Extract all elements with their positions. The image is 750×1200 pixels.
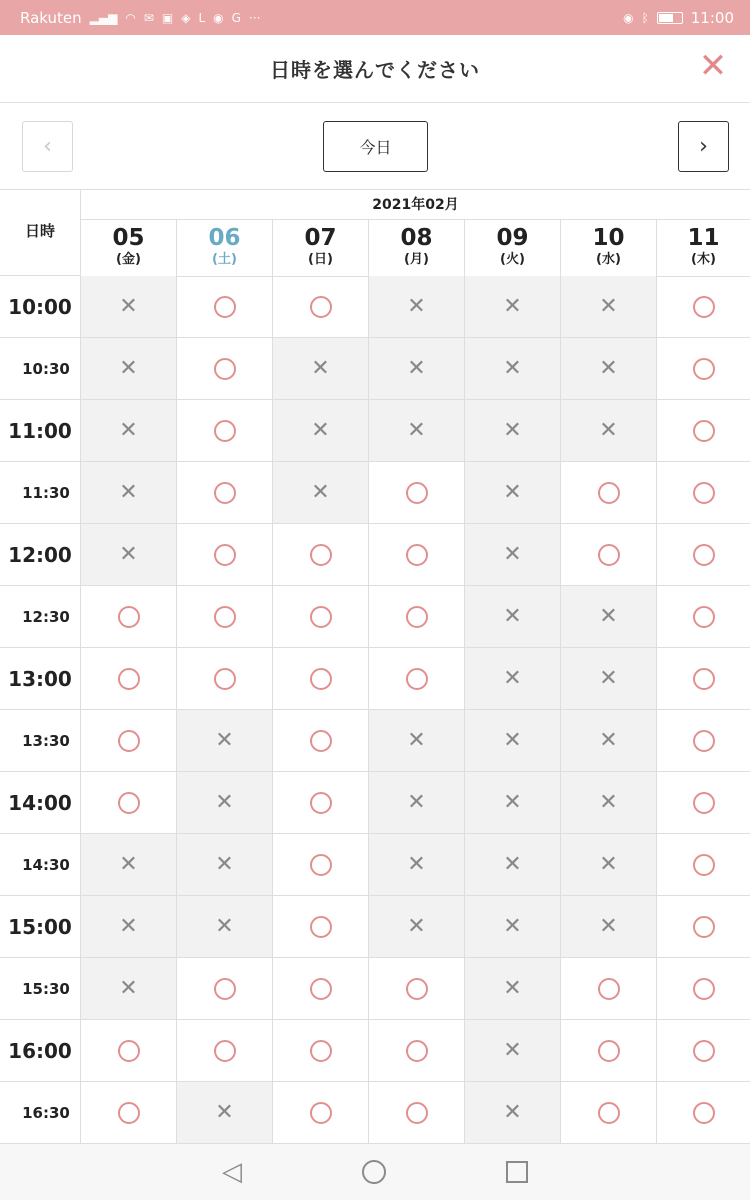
circle-icon bbox=[214, 544, 236, 566]
circle-icon bbox=[310, 730, 332, 752]
unavailable-slot bbox=[465, 524, 561, 585]
circle-icon bbox=[693, 668, 715, 690]
unavailable-slot bbox=[81, 276, 177, 337]
circle-icon bbox=[310, 854, 332, 876]
circle-icon bbox=[693, 1102, 715, 1124]
schedule-grid bbox=[0, 189, 750, 1145]
time-label: 16:00 bbox=[0, 1020, 81, 1081]
time-label: 13:00 bbox=[0, 648, 81, 709]
circle-icon bbox=[693, 730, 715, 752]
day-weekday: (月) bbox=[404, 252, 429, 267]
unavailable-slot bbox=[81, 462, 177, 523]
circle-icon bbox=[214, 296, 236, 318]
unavailable-slot bbox=[561, 586, 657, 647]
notification-icon: ▣ bbox=[161, 10, 174, 25]
cross-icon: ✕ bbox=[599, 789, 618, 815]
day-header bbox=[657, 220, 750, 276]
time-slot-row bbox=[0, 586, 750, 648]
cross-icon: ✕ bbox=[599, 355, 618, 381]
available-slot[interactable] bbox=[561, 1020, 657, 1081]
unavailable-slot bbox=[465, 1082, 561, 1143]
cross-icon: ✕ bbox=[599, 603, 618, 629]
chrome-icon: ◉ bbox=[213, 10, 224, 25]
unavailable-slot bbox=[465, 958, 561, 1019]
cross-icon: ✕ bbox=[311, 417, 330, 443]
unavailable-slot bbox=[465, 896, 561, 957]
day-weekday: (火) bbox=[500, 252, 525, 267]
available-slot[interactable] bbox=[273, 958, 369, 1019]
unavailable-slot bbox=[81, 896, 177, 957]
status-bar bbox=[0, 0, 750, 35]
available-slot[interactable] bbox=[273, 276, 369, 337]
available-slot[interactable] bbox=[177, 400, 273, 461]
cross-icon: ✕ bbox=[503, 417, 522, 443]
cross-icon: ✕ bbox=[599, 727, 618, 753]
circle-icon bbox=[693, 792, 715, 814]
time-slot-row bbox=[0, 958, 750, 1020]
available-slot[interactable] bbox=[81, 1020, 177, 1081]
unavailable-slot bbox=[465, 834, 561, 895]
next-week-button[interactable] bbox=[678, 121, 729, 172]
available-slot[interactable] bbox=[369, 586, 465, 647]
available-slot[interactable] bbox=[657, 400, 750, 461]
available-slot[interactable] bbox=[561, 462, 657, 523]
day-number: 05 bbox=[112, 225, 145, 251]
circle-icon bbox=[693, 544, 715, 566]
day-weekday: (金) bbox=[116, 252, 141, 267]
unavailable-slot bbox=[177, 896, 273, 957]
cross-icon: ✕ bbox=[599, 417, 618, 443]
page-title: 日時を選んでください bbox=[270, 58, 480, 82]
cross-icon: ✕ bbox=[407, 355, 426, 381]
cross-icon: ✕ bbox=[407, 851, 426, 877]
circle-icon bbox=[693, 854, 715, 876]
shield-icon: ◈ bbox=[181, 10, 191, 25]
available-slot[interactable] bbox=[177, 586, 273, 647]
back-icon[interactable]: ◁ bbox=[222, 1157, 242, 1187]
unavailable-slot bbox=[465, 648, 561, 709]
circle-icon bbox=[693, 482, 715, 504]
circle-icon bbox=[406, 668, 428, 690]
unavailable-slot bbox=[177, 772, 273, 833]
time-label: 12:00 bbox=[0, 524, 81, 585]
available-slot[interactable] bbox=[177, 648, 273, 709]
circle-icon bbox=[693, 606, 715, 628]
circle-icon bbox=[598, 1102, 620, 1124]
circle-icon bbox=[118, 1102, 140, 1124]
unavailable-slot bbox=[561, 896, 657, 957]
circle-icon bbox=[310, 544, 332, 566]
time-label: 14:30 bbox=[0, 834, 81, 895]
available-slot[interactable] bbox=[177, 958, 273, 1019]
unavailable-slot bbox=[465, 462, 561, 523]
unavailable-slot bbox=[465, 338, 561, 399]
cross-icon: ✕ bbox=[503, 355, 522, 381]
circle-icon bbox=[406, 606, 428, 628]
time-slot-row bbox=[0, 1082, 750, 1144]
cross-icon: ✕ bbox=[599, 913, 618, 939]
time-label: 12:30 bbox=[0, 586, 81, 647]
time-slot-row bbox=[0, 772, 750, 834]
more-icon: ··· bbox=[248, 10, 261, 25]
circle-icon bbox=[118, 668, 140, 690]
mail-icon: ✉ bbox=[143, 10, 154, 25]
time-label: 10:00 bbox=[0, 276, 81, 337]
day-number: 07 bbox=[304, 225, 337, 251]
available-slot[interactable] bbox=[81, 710, 177, 771]
available-slot[interactable] bbox=[369, 462, 465, 523]
cross-icon: ✕ bbox=[503, 479, 522, 505]
time-slot-row bbox=[0, 648, 750, 710]
chevron-left-icon: ‹ bbox=[43, 134, 52, 159]
circle-icon bbox=[214, 668, 236, 690]
unavailable-slot bbox=[369, 276, 465, 337]
day-header bbox=[561, 220, 657, 276]
day-weekday: (日) bbox=[308, 252, 333, 267]
available-slot[interactable] bbox=[81, 586, 177, 647]
week-navigation bbox=[0, 103, 750, 189]
available-slot[interactable] bbox=[177, 1020, 273, 1081]
time-slot-rows bbox=[0, 276, 750, 1144]
time-label: 10:30 bbox=[0, 338, 81, 399]
available-slot[interactable] bbox=[177, 338, 273, 399]
circle-icon bbox=[214, 978, 236, 1000]
cross-icon: ✕ bbox=[407, 727, 426, 753]
cross-icon: ✕ bbox=[119, 913, 138, 939]
circle-icon bbox=[310, 792, 332, 814]
available-slot[interactable] bbox=[657, 648, 750, 709]
unavailable-slot bbox=[273, 462, 369, 523]
unavailable-slot bbox=[465, 710, 561, 771]
available-slot[interactable] bbox=[657, 834, 750, 895]
unavailable-slot bbox=[369, 338, 465, 399]
available-slot[interactable] bbox=[273, 834, 369, 895]
circle-icon bbox=[598, 978, 620, 1000]
available-slot[interactable] bbox=[273, 648, 369, 709]
time-slot-row bbox=[0, 524, 750, 586]
circle-icon bbox=[693, 420, 715, 442]
time-label: 16:30 bbox=[0, 1082, 81, 1143]
available-slot[interactable] bbox=[657, 462, 750, 523]
available-slot[interactable] bbox=[273, 586, 369, 647]
time-label: 14:00 bbox=[0, 772, 81, 833]
today-button[interactable] bbox=[323, 121, 428, 172]
unavailable-slot bbox=[465, 400, 561, 461]
cross-icon: ✕ bbox=[407, 417, 426, 443]
unavailable-slot bbox=[561, 276, 657, 337]
available-slot[interactable] bbox=[657, 958, 750, 1019]
available-slot[interactable] bbox=[177, 462, 273, 523]
available-slot[interactable] bbox=[657, 276, 750, 337]
available-slot[interactable] bbox=[369, 648, 465, 709]
prev-week-button[interactable] bbox=[22, 121, 73, 172]
time-slot-row bbox=[0, 338, 750, 400]
circle-icon bbox=[693, 1040, 715, 1062]
cross-icon: ✕ bbox=[215, 1099, 234, 1125]
time-label: 13:30 bbox=[0, 710, 81, 771]
cross-icon: ✕ bbox=[503, 665, 522, 691]
system-nav-bar bbox=[0, 1144, 750, 1200]
circle-icon bbox=[598, 544, 620, 566]
circle-icon bbox=[214, 420, 236, 442]
available-slot[interactable] bbox=[81, 772, 177, 833]
available-slot[interactable] bbox=[273, 1020, 369, 1081]
modal-header bbox=[0, 35, 750, 103]
unavailable-slot bbox=[561, 772, 657, 833]
cross-icon: ✕ bbox=[599, 293, 618, 319]
cross-icon: ✕ bbox=[215, 727, 234, 753]
unavailable-slot bbox=[369, 710, 465, 771]
available-slot[interactable] bbox=[273, 1082, 369, 1143]
unavailable-slot bbox=[561, 648, 657, 709]
cross-icon: ✕ bbox=[503, 541, 522, 567]
time-label: 15:30 bbox=[0, 958, 81, 1019]
circle-icon bbox=[406, 978, 428, 1000]
time-slot-row bbox=[0, 276, 750, 338]
today-button-label: 今日 bbox=[359, 138, 392, 157]
carrier-label: Rakuten bbox=[20, 8, 82, 27]
unavailable-slot bbox=[561, 710, 657, 771]
unavailable-slot bbox=[81, 524, 177, 585]
unavailable-slot bbox=[369, 896, 465, 957]
circle-icon bbox=[406, 482, 428, 504]
eye-icon: ◉ bbox=[623, 10, 634, 25]
cross-icon: ✕ bbox=[311, 355, 330, 381]
available-slot[interactable] bbox=[81, 1082, 177, 1143]
g-icon: G bbox=[231, 10, 241, 25]
available-slot[interactable] bbox=[369, 1020, 465, 1081]
circle-icon bbox=[118, 606, 140, 628]
time-label: 11:30 bbox=[0, 462, 81, 523]
available-slot[interactable] bbox=[177, 524, 273, 585]
circle-icon bbox=[118, 1040, 140, 1062]
cross-icon: ✕ bbox=[119, 479, 138, 505]
circle-icon bbox=[214, 606, 236, 628]
day-header bbox=[273, 220, 369, 276]
recents-icon[interactable] bbox=[506, 1161, 528, 1183]
month-label: 2021年02月 bbox=[81, 190, 750, 220]
circle-icon bbox=[310, 916, 332, 938]
available-slot[interactable] bbox=[657, 1020, 750, 1081]
unavailable-slot bbox=[81, 400, 177, 461]
unavailable-slot bbox=[273, 400, 369, 461]
available-slot[interactable] bbox=[561, 958, 657, 1019]
cross-icon: ✕ bbox=[119, 541, 138, 567]
unavailable-slot bbox=[177, 1082, 273, 1143]
circle-icon bbox=[406, 1040, 428, 1062]
cross-icon: ✕ bbox=[215, 913, 234, 939]
available-slot[interactable] bbox=[273, 896, 369, 957]
unavailable-slot bbox=[177, 710, 273, 771]
cross-icon: ✕ bbox=[119, 355, 138, 381]
day-header bbox=[465, 220, 561, 276]
line-icon: L bbox=[198, 10, 206, 25]
circle-icon bbox=[310, 1040, 332, 1062]
unavailable-slot bbox=[561, 834, 657, 895]
battery-icon bbox=[657, 12, 683, 24]
clock: 11:00 bbox=[690, 8, 734, 27]
circle-icon bbox=[214, 482, 236, 504]
circle-icon bbox=[310, 1102, 332, 1124]
cross-icon: ✕ bbox=[503, 727, 522, 753]
cross-icon: ✕ bbox=[599, 665, 618, 691]
cross-icon: ✕ bbox=[215, 789, 234, 815]
circle-icon bbox=[693, 296, 715, 318]
cross-icon: ✕ bbox=[407, 293, 426, 319]
available-slot[interactable] bbox=[369, 524, 465, 585]
cross-icon: ✕ bbox=[599, 851, 618, 877]
circle-icon bbox=[598, 482, 620, 504]
cross-icon: ✕ bbox=[503, 603, 522, 629]
unavailable-slot bbox=[465, 1020, 561, 1081]
cross-icon: ✕ bbox=[503, 851, 522, 877]
circle-icon bbox=[693, 978, 715, 1000]
close-icon[interactable]: ✕ bbox=[698, 46, 728, 86]
cross-icon: ✕ bbox=[311, 479, 330, 505]
available-slot[interactable] bbox=[657, 1082, 750, 1143]
available-slot[interactable] bbox=[81, 648, 177, 709]
available-slot[interactable] bbox=[177, 276, 273, 337]
available-slot[interactable] bbox=[273, 524, 369, 585]
time-label: 15:00 bbox=[0, 896, 81, 957]
bluetooth-icon: ᛒ bbox=[641, 10, 649, 25]
unavailable-slot bbox=[273, 338, 369, 399]
day-header bbox=[369, 220, 465, 276]
circle-icon bbox=[693, 916, 715, 938]
day-number: 06 bbox=[208, 225, 241, 251]
unavailable-slot bbox=[369, 834, 465, 895]
cross-icon: ✕ bbox=[119, 975, 138, 1001]
cross-icon: ✕ bbox=[503, 789, 522, 815]
day-header-row bbox=[81, 220, 750, 277]
unavailable-slot bbox=[561, 338, 657, 399]
available-slot[interactable] bbox=[561, 524, 657, 585]
status-bar-left bbox=[20, 9, 260, 27]
day-number: 11 bbox=[687, 225, 720, 251]
cross-icon: ✕ bbox=[503, 293, 522, 319]
available-slot[interactable] bbox=[369, 958, 465, 1019]
circle-icon bbox=[693, 358, 715, 380]
circle-icon bbox=[214, 1040, 236, 1062]
day-weekday: (水) bbox=[596, 252, 621, 267]
unavailable-slot bbox=[465, 772, 561, 833]
available-slot[interactable] bbox=[657, 586, 750, 647]
unavailable-slot bbox=[465, 276, 561, 337]
circle-icon bbox=[310, 668, 332, 690]
cross-icon: ✕ bbox=[503, 1037, 522, 1063]
cross-icon: ✕ bbox=[407, 789, 426, 815]
available-slot[interactable] bbox=[369, 1082, 465, 1143]
cross-icon: ✕ bbox=[119, 293, 138, 319]
day-header bbox=[81, 220, 177, 276]
available-slot[interactable] bbox=[657, 338, 750, 399]
day-number: 10 bbox=[592, 225, 625, 251]
time-label: 11:00 bbox=[0, 400, 81, 461]
cross-icon: ✕ bbox=[119, 851, 138, 877]
cross-icon: ✕ bbox=[215, 851, 234, 877]
circle-icon bbox=[310, 606, 332, 628]
unavailable-slot bbox=[465, 586, 561, 647]
circle-icon bbox=[310, 296, 332, 318]
time-slot-row bbox=[0, 400, 750, 462]
unavailable-slot bbox=[81, 338, 177, 399]
day-weekday: (土) bbox=[212, 252, 237, 267]
wifi-icon: ◠ bbox=[125, 10, 136, 25]
home-icon[interactable] bbox=[362, 1160, 386, 1184]
unavailable-slot bbox=[81, 834, 177, 895]
unavailable-slot bbox=[81, 958, 177, 1019]
cross-icon: ✕ bbox=[407, 913, 426, 939]
unavailable-slot bbox=[369, 400, 465, 461]
unavailable-slot bbox=[177, 834, 273, 895]
available-slot[interactable] bbox=[657, 710, 750, 771]
circle-icon bbox=[406, 1102, 428, 1124]
available-slot[interactable] bbox=[657, 524, 750, 585]
signal-icon: ▂▄▆ bbox=[89, 10, 118, 25]
cross-icon: ✕ bbox=[503, 913, 522, 939]
available-slot[interactable] bbox=[657, 896, 750, 957]
available-slot[interactable] bbox=[657, 772, 750, 833]
time-slot-row bbox=[0, 1020, 750, 1082]
chevron-right-icon: › bbox=[699, 134, 708, 159]
available-slot[interactable] bbox=[273, 710, 369, 771]
status-bar-right bbox=[623, 9, 734, 27]
day-weekday: (木) bbox=[691, 252, 716, 267]
cross-icon: ✕ bbox=[503, 1099, 522, 1125]
circle-icon bbox=[214, 358, 236, 380]
circle-icon bbox=[598, 1040, 620, 1062]
cross-icon: ✕ bbox=[503, 975, 522, 1001]
unavailable-slot bbox=[561, 400, 657, 461]
time-slot-row bbox=[0, 710, 750, 772]
cross-icon: ✕ bbox=[119, 417, 138, 443]
time-slot-row bbox=[0, 462, 750, 524]
circle-icon bbox=[406, 544, 428, 566]
day-number: 08 bbox=[400, 225, 433, 251]
circle-icon bbox=[118, 792, 140, 814]
day-number: 09 bbox=[496, 225, 529, 251]
unavailable-slot bbox=[369, 772, 465, 833]
time-slot-row bbox=[0, 834, 750, 896]
circle-icon bbox=[310, 978, 332, 1000]
time-slot-row bbox=[0, 896, 750, 958]
day-header bbox=[177, 220, 273, 276]
available-slot[interactable] bbox=[561, 1082, 657, 1143]
available-slot[interactable] bbox=[273, 772, 369, 833]
datetime-corner-label: 日時 bbox=[0, 190, 81, 276]
circle-icon bbox=[118, 730, 140, 752]
